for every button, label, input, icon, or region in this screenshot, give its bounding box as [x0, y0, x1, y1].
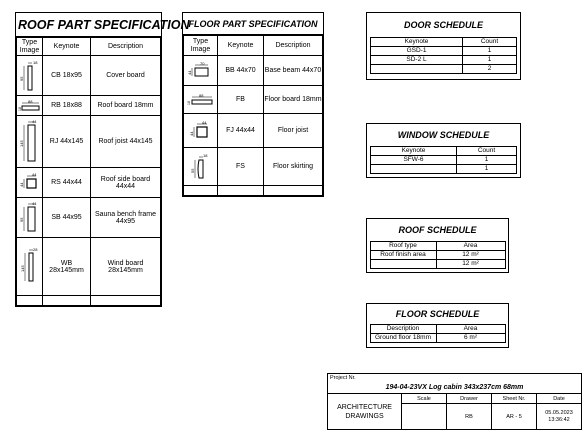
- table-header-row: [184, 36, 323, 56]
- dimension-label: 44: [31, 118, 36, 124]
- keynote-cell: SD-2 L: [371, 56, 463, 65]
- roof-board-section-icon: [18, 99, 42, 113]
- drawer-label: Drawer: [447, 394, 491, 404]
- total-row: [370, 260, 505, 269]
- keynote-cell: RS 44x44: [43, 168, 91, 198]
- type-image-cell: [17, 116, 43, 168]
- floor-schedule-title: FLOOR SCHEDULE: [395, 309, 480, 319]
- dimension-label: 18: [186, 100, 191, 105]
- total-count-cell: 2: [463, 65, 517, 74]
- column-header: Count: [457, 147, 517, 156]
- date-value: 05.05.2023 13:36:42: [545, 410, 573, 423]
- column-header: Keynote: [43, 38, 91, 56]
- description-cell: Base beam 44x70: [264, 56, 323, 86]
- description-cell: Roof side board 44x44: [91, 168, 161, 198]
- keynote-cell: FJ 44x44: [218, 114, 264, 148]
- column-header: Keynote: [218, 36, 264, 56]
- column-header: Description: [91, 38, 161, 56]
- type-image-cell: [184, 86, 218, 114]
- dimension-label: 44: [201, 119, 206, 125]
- title-block-project: [328, 374, 581, 394]
- floor-part-specification: [182, 12, 324, 197]
- door-schedule-table: [370, 37, 517, 74]
- dimension-label: 18: [32, 59, 37, 65]
- keynote-cell: RB 18x88: [43, 96, 91, 116]
- wind-board-section-icon: [19, 247, 41, 287]
- count-cell: 1: [463, 56, 517, 65]
- table-row-empty: [184, 186, 323, 196]
- table-row: [184, 86, 323, 114]
- floor-board-section-icon: [186, 92, 216, 108]
- keynote-cell: BB 44x70: [218, 56, 264, 86]
- column-header: Area: [436, 242, 505, 251]
- dimension-label: 44: [31, 171, 36, 177]
- dimension-label: 44: [188, 131, 194, 136]
- dimension-label: 95: [18, 76, 24, 81]
- keynote-cell: FS: [218, 148, 264, 186]
- table-row: [371, 156, 517, 165]
- description-cell: Sauna bench frame 44x95: [91, 198, 161, 238]
- description-cell: Floor skirting: [264, 148, 323, 186]
- roof-schedule: [366, 218, 509, 273]
- table-row: [371, 56, 517, 65]
- dimension-label: 145: [19, 264, 25, 272]
- column-header: Keynote: [371, 38, 463, 47]
- type-image-cell: [17, 198, 43, 238]
- dimension-label: 28: [32, 246, 37, 252]
- table-row: [17, 238, 161, 296]
- sauna-bench-section-icon: [19, 201, 41, 235]
- keynote-cell: WB 28x145mm: [43, 238, 91, 296]
- dimension-label: 44: [31, 200, 36, 206]
- door-schedule-title: DOOR SCHEDULE: [403, 20, 483, 30]
- area-cell: 6 m²: [436, 334, 505, 343]
- column-header: Type Image: [17, 38, 43, 56]
- dimension-label: 44: [186, 70, 192, 75]
- scale-value: [402, 404, 446, 430]
- table-row: [17, 96, 161, 116]
- description-cell: Floor board 18mm: [264, 86, 323, 114]
- date-label: Date: [537, 394, 581, 404]
- column-header: Count: [463, 38, 517, 47]
- roof-schedule-title: ROOF SCHEDULE: [398, 225, 477, 235]
- roof-spec-title: ROOF PART SPECIFICATION: [16, 13, 161, 37]
- table-row: [371, 47, 517, 56]
- table-header-row: [370, 242, 505, 251]
- roof-spec-table: [16, 37, 161, 306]
- description-cell: Roof joist 44x145: [91, 116, 161, 168]
- dimension-label: 44: [18, 182, 24, 187]
- table-row: [17, 116, 161, 168]
- dimension-label: 95: [18, 217, 24, 222]
- keynote-cell: SFW-6: [371, 156, 457, 165]
- column-header: Description: [264, 36, 323, 56]
- dimension-label: 18: [202, 152, 207, 158]
- type-image-cell: [184, 114, 218, 148]
- window-schedule-table: [370, 146, 517, 174]
- project-number-label: Project Nr.: [330, 375, 356, 381]
- floor-joist-section-icon: [188, 119, 214, 143]
- date-column: [537, 394, 581, 430]
- type-image-cell: [184, 56, 218, 86]
- table-row-empty: [17, 296, 161, 306]
- project-name: 194-04-23VX Log cabin 343x237cm 68mm: [385, 384, 524, 391]
- table-header-row: [17, 38, 161, 56]
- area-cell: 12 m²: [436, 251, 505, 260]
- table-row: [184, 56, 323, 86]
- floor-skirting-section-icon: [188, 151, 214, 183]
- total-row: [371, 65, 517, 74]
- window-schedule-title: WINDOW SCHEDULE: [397, 130, 490, 140]
- table-row: [184, 114, 323, 148]
- table-header-row: [371, 147, 517, 156]
- sheet-number-column: [492, 394, 537, 430]
- sheet-number-label: Sheet Nr.: [492, 394, 536, 404]
- type-image-cell: [17, 238, 43, 296]
- door-schedule: [366, 12, 521, 80]
- table-header-row: [370, 325, 505, 334]
- sheet-title: ARCHITECTURE DRAWINGS: [328, 394, 402, 430]
- dimension-label: 145: [18, 139, 24, 147]
- keynote-cell: GSD-1: [371, 47, 463, 56]
- roof-side-board-section-icon: [19, 172, 41, 194]
- title-block: [327, 373, 582, 430]
- table-header-row: [371, 38, 517, 47]
- count-cell: 1: [463, 47, 517, 56]
- table-row: [370, 334, 505, 343]
- dimension-label: 55: [189, 168, 195, 173]
- floor-spec-table: [183, 35, 323, 196]
- description-cell: Floor joist: [264, 114, 323, 148]
- description-cell: Cover board: [91, 56, 161, 96]
- column-header: Description: [370, 325, 436, 334]
- roof-type-cell: Roof finish area: [370, 251, 436, 260]
- type-image-cell: [17, 56, 43, 96]
- roof-schedule-table: [370, 241, 506, 269]
- type-image-cell: [17, 96, 43, 116]
- count-cell: 1: [457, 156, 517, 165]
- description-cell: Ground floor 18mm: [370, 334, 436, 343]
- scale-column: [402, 394, 447, 430]
- dimension-label: 70: [199, 60, 204, 66]
- column-header: Keynote: [371, 147, 457, 156]
- description-cell: Wind board 28x145mm: [91, 238, 161, 296]
- cover-board-section-icon: [19, 59, 41, 93]
- column-header: Area: [436, 325, 505, 334]
- drawer-column: [447, 394, 492, 430]
- keynote-cell: CB 18x95: [43, 56, 91, 96]
- table-row: [17, 198, 161, 238]
- total-area-cell: 12 m²: [436, 260, 505, 269]
- scale-label: Scale: [402, 394, 446, 404]
- roof-part-specification: [15, 12, 190, 307]
- column-header: Roof type: [370, 242, 436, 251]
- window-schedule: [366, 123, 521, 178]
- dimension-label: 88: [198, 92, 203, 98]
- total-count-cell: 1: [457, 165, 517, 174]
- table-row: [184, 148, 323, 186]
- floor-schedule: [366, 303, 509, 348]
- type-image-cell: [17, 168, 43, 198]
- keynote-cell: RJ 44x145: [43, 116, 91, 168]
- floor-schedule-table: [370, 324, 506, 343]
- type-image-cell: [184, 148, 218, 186]
- total-row: [371, 165, 517, 174]
- floor-spec-title: FLOOR PART SPECIFICATION: [183, 13, 323, 35]
- sheet-number-value: AR - 5: [506, 413, 522, 420]
- roof-joist-section-icon: [19, 119, 41, 165]
- table-row: [17, 56, 161, 96]
- drawer-value: RB: [465, 413, 473, 420]
- keynote-cell: SB 44x95: [43, 198, 91, 238]
- dimension-label: 18: [17, 106, 22, 111]
- keynote-cell: FB: [218, 86, 264, 114]
- column-header: Type Image: [184, 36, 218, 56]
- base-beam-section-icon: [187, 61, 215, 81]
- table-row: [17, 168, 161, 198]
- dimension-label: 88: [27, 98, 32, 104]
- description-cell: Roof board 18mm: [91, 96, 161, 116]
- table-row: [370, 251, 505, 260]
